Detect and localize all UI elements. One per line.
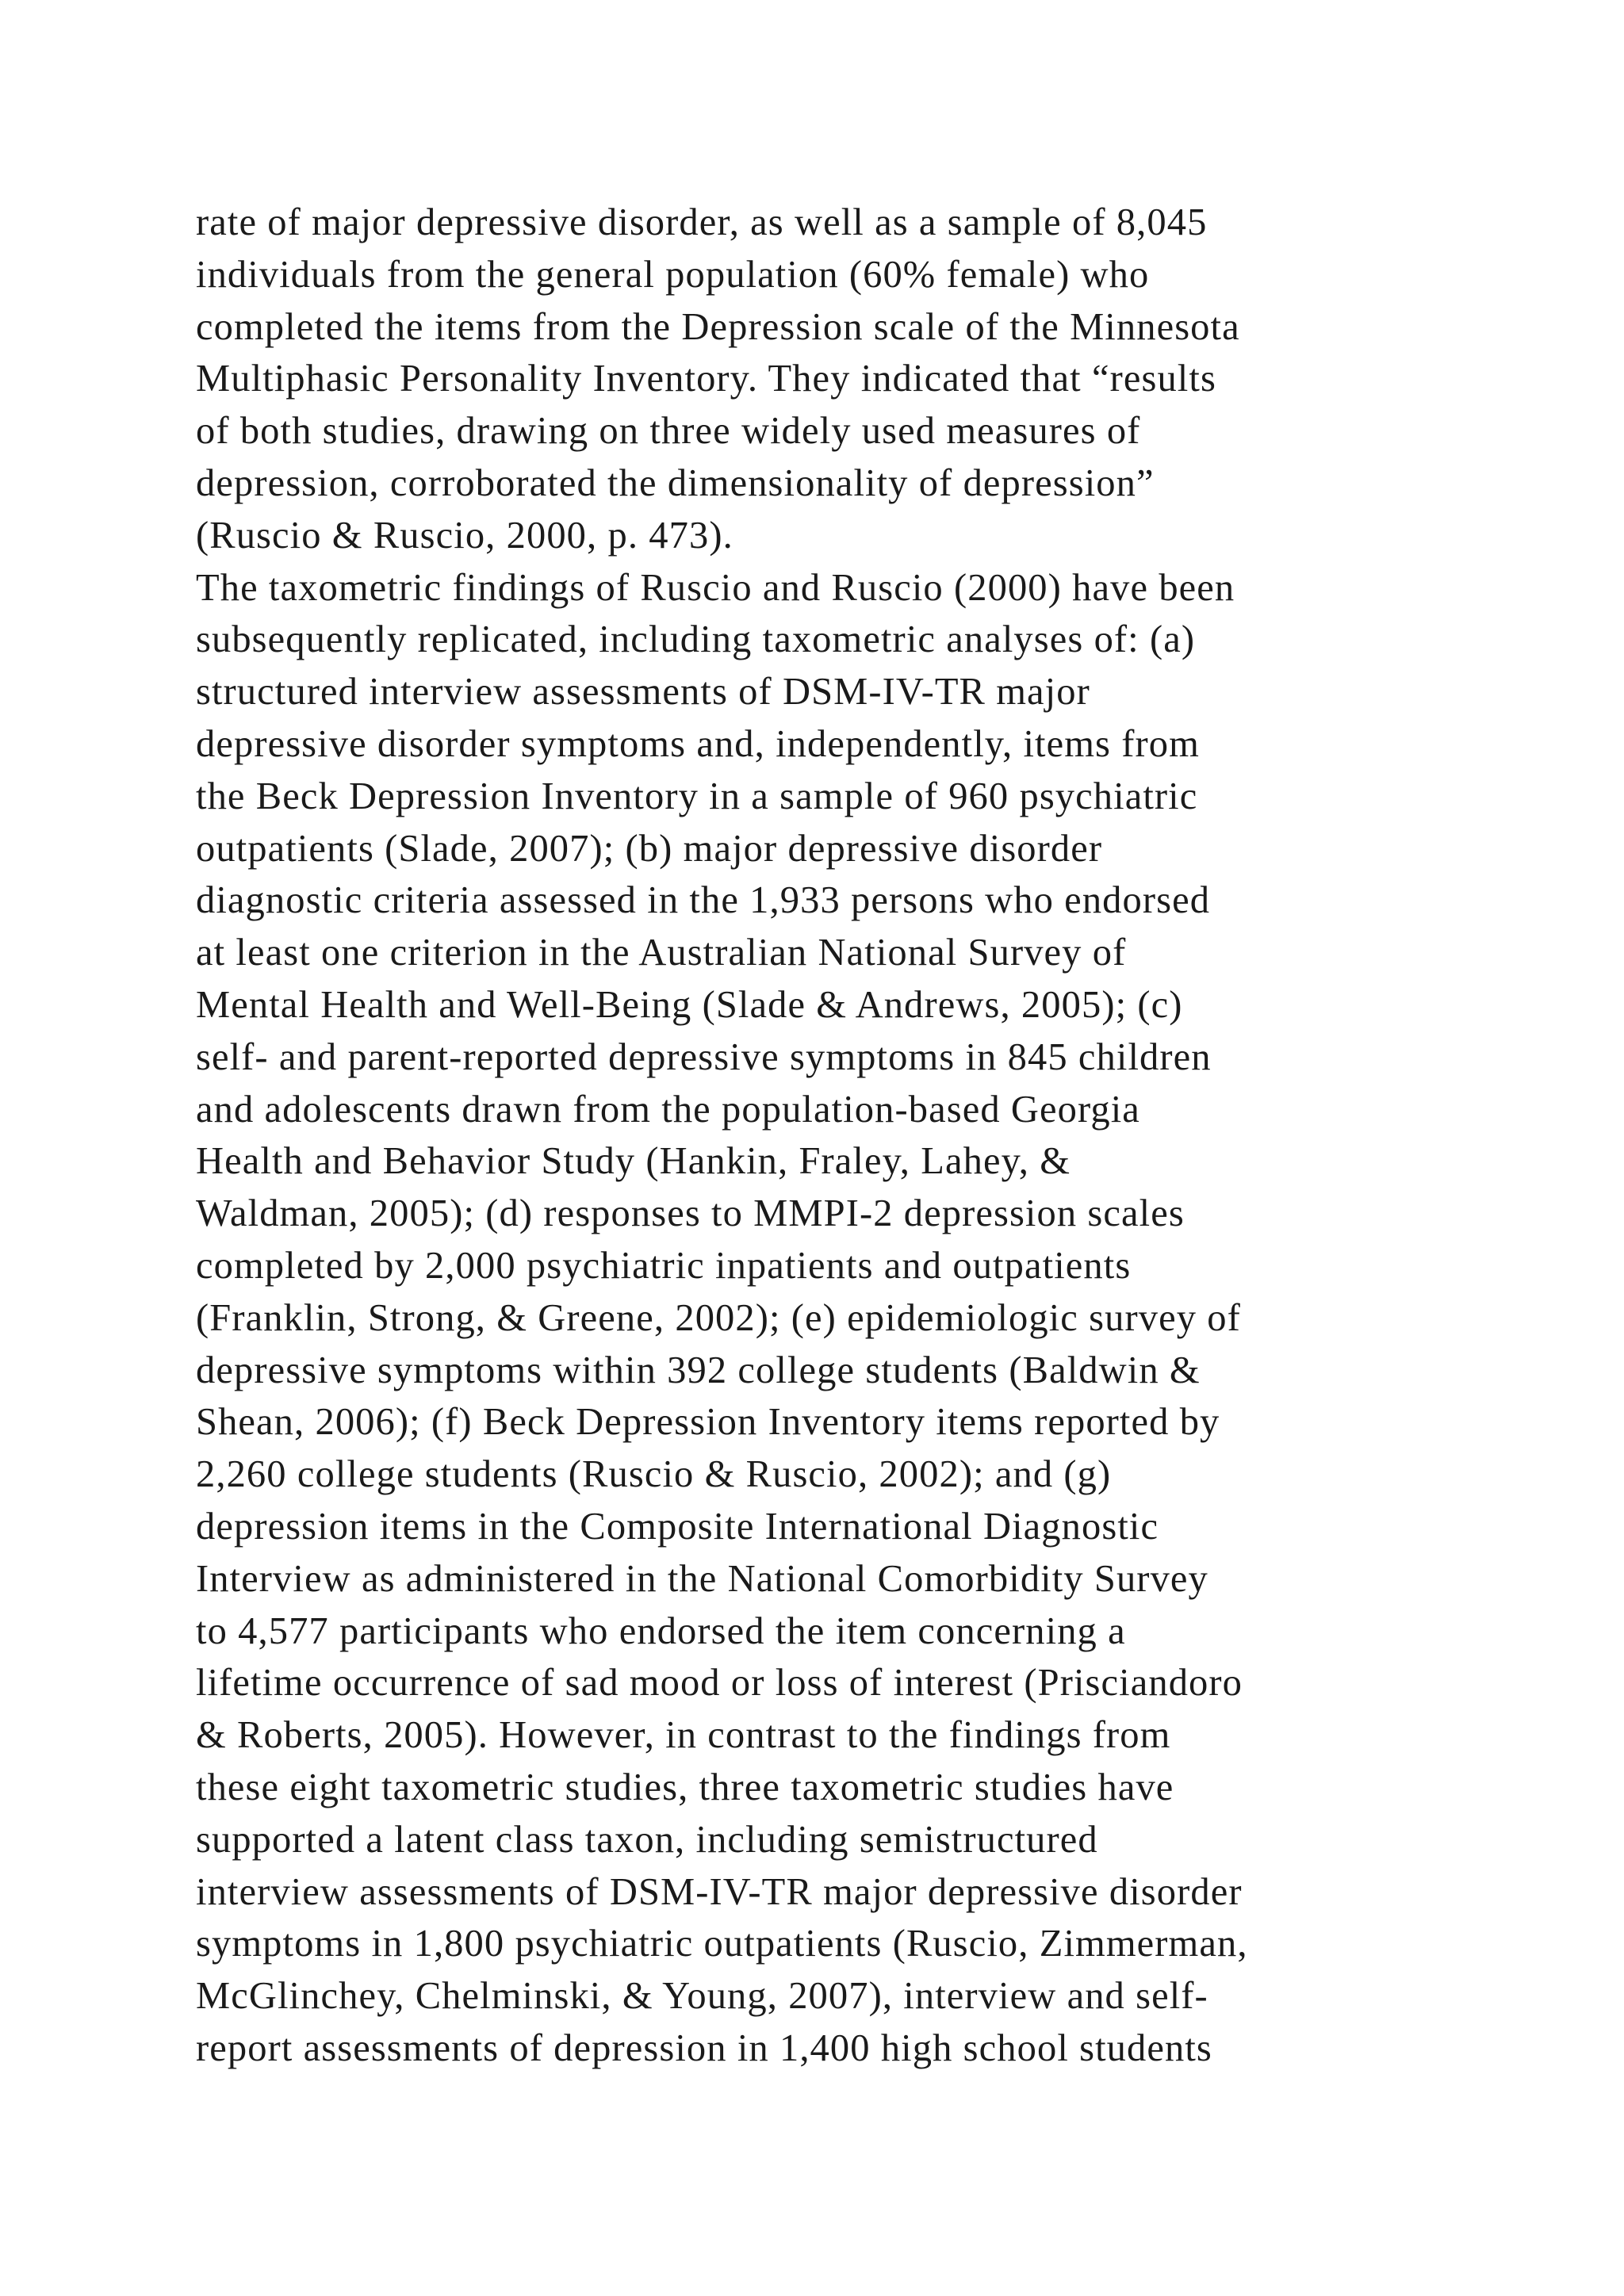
text-line: lifetime occurrence of sad mood or loss of interest (Prisciandoro [196,1662,1243,1705]
text-line: supported a latent class taxon, including semistructured [196,1818,1098,1861]
text-line: completed the items from the Depression scale of the Minnesota [196,305,1240,348]
text-line: structured interview assessments of DSM-IV-TR major [196,671,1090,714]
text-line: interview assessments of DSM-IV-TR major depressive disorder [196,1870,1243,1913]
text-line: report assessments of depression in 1,400 high school students [196,2026,1212,2069]
text-line: depressive disorder symptoms and, independently, items from [196,722,1200,765]
text-line: and adolescents drawn from the population-based Georgia [196,1088,1140,1131]
text-line: individuals from the general population (60% female) who [196,253,1150,296]
text-line: subsequently replicated, including taxometric analyses of: (a) [196,618,1196,661]
text-line: outpatients (Slade, 2007); (b) major depressive disorder [196,827,1103,870]
text-line: rate of major depressive disorder, as well as a sample of 8,045 [196,201,1208,243]
text-line: The taxometric findings of Ruscio and Ruscio (2000) have been [196,566,1235,609]
text-line: 2,260 college students (Ruscio & Ruscio, 2002); and (g) [196,1453,1112,1496]
text-line: diagnostic criteria assessed in the 1,933 persons who endorsed [196,879,1211,922]
text-line: McGlinchey, Chelminski, & Young, 2007), interview and self- [196,1975,1208,2018]
text-line: Interview as administered in the National Comorbidity Survey [196,1557,1208,1600]
text-line: depression, corroborated the dimensionality of depression” [196,461,1155,504]
text-line: Health and Behavior Study (Hankin, Fraley, Lahey, & [196,1140,1071,1183]
text-line: to 4,577 participants who endorsed the item concerning a [196,1609,1126,1652]
text-line: Multiphasic Personality Inventory. They indicated that “results [196,358,1216,400]
text-line: these eight taxometric studies, three taxometric studies have [196,1766,1174,1808]
text-line: depression items in the Composite International Diagnostic [196,1505,1159,1548]
text-line: Shean, 2006); (f) Beck Depression Inventory items reported by [196,1401,1220,1444]
text-line: Mental Health and Well-Being (Slade & Andrews, 2005); (c) [196,983,1183,1026]
text-line: completed by 2,000 psychiatric inpatients and outpatients [196,1244,1132,1287]
text-line: symptoms in 1,800 psychiatric outpatients (Ruscio, Zimmerman, [196,1923,1248,1965]
text-line: depressive symptoms within 392 college students (Baldwin & [196,1349,1201,1391]
text-line: at least one criterion in the Australian National Survey of [196,932,1127,974]
text-line: the Beck Depression Inventory in a sample of 960 psychiatric [196,775,1198,817]
text-line: Waldman, 2005); (d) responses to MMPI-2 depression scales [196,1192,1185,1235]
text-line: self- and parent-reported depressive symptoms in 845 children [196,1035,1212,1078]
text-line: & Roberts, 2005). However, in contrast to the findings from [196,1714,1171,1757]
body-text [196,197,1480,2075]
text-line: of both studies, drawing on three widely used measures of [196,410,1141,453]
text-line: (Ruscio & Ruscio, 2000, p. 473). [196,514,733,557]
text-line: (Franklin, Strong, & Greene, 2002); (e) epidemiologic survey of [196,1296,1241,1339]
